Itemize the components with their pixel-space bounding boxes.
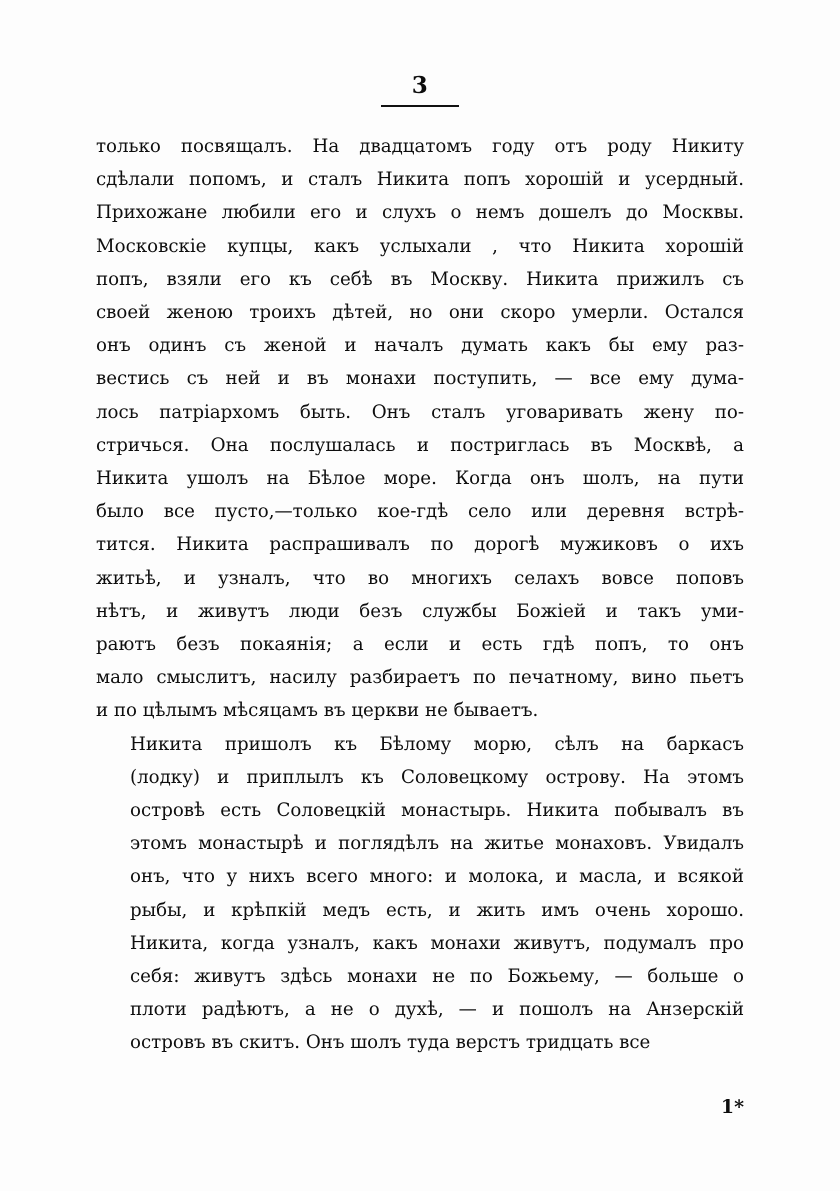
text-line: островѣ есть Соловецкій монастырь. Никита побывалъ въ [130, 800, 744, 822]
paragraph [96, 728, 744, 1060]
text-line: нѣтъ, и живутъ люди безъ службы Божіей и такъ уми- [96, 600, 744, 622]
text-line: островъ въ скитъ. Онъ шолъ туда верстъ тридцать все [130, 1032, 651, 1054]
text-line: Московскіе купцы, какъ услыхали , что Никита хорошій [96, 235, 744, 257]
text-line: Никита пришолъ къ Бѣлому морю, сѣлъ на баркасъ [130, 733, 744, 755]
text-line: стричься. Она послушалась и постриглась въ Москвѣ, а [96, 434, 744, 456]
text-line: Никита ушолъ на Бѣлое море. Когда онъ шолъ, на пути [96, 468, 744, 490]
text-line: было все пусто,—только кое-гдѣ село или деревня встрѣ- [96, 501, 744, 523]
page-number: 3 [411, 72, 429, 99]
text-line: онъ, что у нихъ всего много: и молока, и масла, и всякой [130, 866, 744, 888]
text-line: лось патріархомъ быть. Онъ сталъ уговаривать жену по- [96, 401, 744, 423]
text-line: сдѣлали попомъ, и сталъ Никита попъ хорошій и усердный. [96, 169, 744, 191]
text-line: только посвящалъ. На двадцатомъ году отъ роду Никиту [96, 136, 744, 157]
page-header [0, 72, 840, 107]
text-line: мало смыслитъ, насилу разбираетъ по печатному, вино пьетъ [96, 667, 744, 689]
text-line: попъ, взяли его къ себѣ въ Москву. Никита прижилъ съ [96, 268, 744, 290]
text-line: плоти радѣютъ, а не о духѣ, — и пошолъ на Анзерскій [130, 999, 744, 1021]
body-text [96, 130, 744, 1060]
paragraph [96, 130, 744, 728]
signature-mark: 1* [720, 1096, 744, 1118]
text-line: себя: живутъ здѣсь монахи не по Божьему, — больше о [130, 966, 744, 988]
text-line: (лодку) и приплылъ къ Соловецкому острову. На этомъ [130, 766, 744, 788]
text-line: этомъ монастырѣ и поглядѣлъ на житье монаховъ. Увидалъ [130, 833, 744, 855]
text-line: Прихожане любили его и слухъ о немъ дошелъ до Москвы. [96, 202, 744, 224]
text-line: житьѣ, и узналъ, что во многихъ селахъ вовсе поповъ [96, 567, 744, 589]
text-line: раютъ безъ покаянія; а если и есть гдѣ попъ, то онъ [96, 634, 744, 656]
text-line: вестись съ ней и въ монахи поступить, — все ему дума- [96, 368, 744, 390]
text-line: своей женою троихъ дѣтей, но они скоро умерли. Остался [96, 302, 744, 324]
text-line: рыбы, и крѣпкій медъ есть, и жить имъ очень хорошо. [130, 899, 744, 921]
header-divider [381, 105, 459, 107]
text-line: онъ одинъ съ женой и началъ думать какъ бы ему раз- [96, 335, 744, 357]
text-line: тится. Никита распрашивалъ по дорогѣ мужиковъ о ихъ [96, 534, 744, 556]
text-line: и по цѣлымъ мѣсяцамъ въ церкви не бываетъ. [96, 700, 539, 722]
text-line: Никита, когда узналъ, какъ монахи живутъ, подумалъ про [130, 932, 744, 954]
